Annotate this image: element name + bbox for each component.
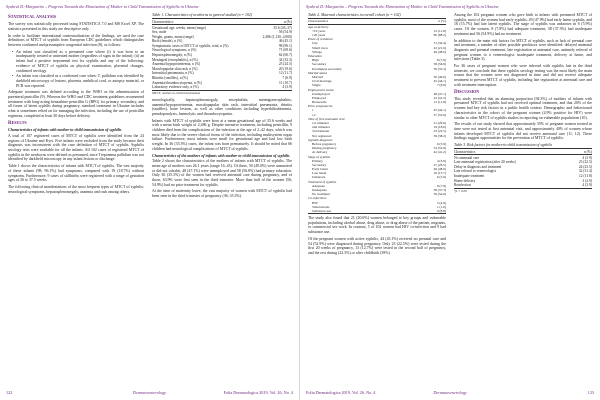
right-column-2 — [454, 13, 592, 388]
left-column-2 — [152, 13, 292, 388]
table-note: MTCT, mother-to-child transmission — [152, 91, 201, 96]
table-cell-label: Secondary — [312, 62, 327, 67]
table-cell-value: 45 (44.1) — [433, 79, 446, 84]
paragraph: In order to facilitate international contextualization of the findings, we used the case definitions of MTCT of syphilis from European CDC guidelines which distinguishes between confirmed and presumptive congenital infection (8), as follows: — [8, 33, 144, 48]
table-cell-value: 27 (26.5) — [433, 162, 446, 167]
table-cell-label: Primary — [312, 158, 323, 163]
left-column-1 — [8, 13, 144, 388]
paragraph: At the time of maternity leave, the vast majority of women with MTCT of syphilis had been seen in the third trimester of pregnancy (36; 35.3%). — [152, 189, 292, 199]
table-cell-label: Co-infections — [308, 196, 327, 201]
table-cell-label: Village — [312, 49, 322, 54]
table-cell-value: 3 (2.9) — [582, 178, 592, 183]
list-item: • An infant was classified as a confirmed case when: T. pallidum was identified by darkfield microscopy of lesions, placenta, umbilical cord, or autopsy material, or PCR was reported. — [12, 74, 144, 88]
table-cell-label: Housewife — [312, 100, 327, 105]
table-cell-label: ≥2 — [312, 112, 316, 117]
table-cell-value: 12 (11.8) — [578, 173, 592, 178]
table-cell-value: 16 (15.7) — [433, 171, 446, 176]
table-cell-label: Hepatosplenomegaly, n (%) — [152, 53, 192, 58]
table-cell-label: Unemployed — [312, 91, 330, 96]
table-cell-value: 12 (11.7) — [278, 71, 292, 76]
table-cell-value: 62 (60.7) — [278, 53, 292, 58]
table-cell-label: Birth (female), n (%) — [152, 39, 183, 44]
table-row — [308, 209, 446, 214]
table-cell-label: Late referral to venereologist — [454, 169, 496, 174]
table-cell-value: 23 (22.5) — [433, 129, 446, 134]
table-cell-value: 4 (3.9) — [568, 183, 592, 188]
table-cell-label: During pregnancy — [312, 146, 337, 151]
table-cell-label: Maculopapular skin rash, n (%) — [152, 66, 198, 71]
table-cell-label: Civil marriage — [312, 79, 332, 84]
page-number: 123 — [587, 390, 594, 395]
table-header: Characteristics — [454, 149, 568, 155]
table-cell-value: 11 (10.7) — [278, 80, 292, 85]
table-cell-label: Symptomatic cases of MTCT of syphilis, total, n (%) — [152, 43, 229, 48]
table-cell-label: Before pregnancy — [312, 141, 337, 146]
journal-citation: Folia Dermatologica 2019, Vol. 26, No. 4 — [306, 390, 376, 395]
table-cell-value: 46 (45.1) — [278, 39, 292, 44]
paragraph: Table 1 shows the characteristics of infants with MTCT of syphilis. The vast majority of these infants (98; 96.1%) had symptoms, compared with 19 (18.7%) without symptoms. Furthermore, 9 cases of stillbirths were registered with a range of gestation ages of 26 to 37.5 weeks. — [8, 164, 144, 183]
table-cell-label: Single — [312, 83, 321, 88]
paragraph: The results of our study showed that approximately 35% of pregnant women treated in time were not tested at first antenatal visit, and approximately 40% of women whose infants developed MTCT of syphilis did not receive antenatal care (11, 12). These findings suggest opportunities for the prevention of MTCT of syphilis. — [454, 122, 592, 141]
table-cell-value: 7 (6.9) — [282, 76, 292, 81]
table-cell-value: 22 (21.6) — [433, 45, 446, 50]
table-header: Characteristics — [308, 19, 411, 25]
table-cell-label: Education — [308, 54, 322, 58]
paragraph: Adequate treatment was defined according to the WHO as the administration of parenteral penicillin (9). Whereas the WHO and CDC treatment guidelines recommend treatment with long-acting benzathine penicillin G (BPG) for primary, secondary, and all forms of latent syphilis during pregnancy, standard treatment in Ukraine includes what is sometimes relied on for managing the infection, including the use of penicillin regimens, completed at least 30 days before delivery. — [8, 90, 144, 118]
case-definition-list — [12, 50, 144, 89]
table-cell-value: 2,486 (1,130–4,900) — [262, 34, 292, 39]
subheading: Characteristics of infants with mother-to-child transmission of syphilis — [8, 128, 122, 133]
table-cell-label: 2nd trimester — [312, 125, 330, 130]
table-cell-value: 42 (41.2) — [433, 95, 446, 100]
table-cell-value: 49 (48.0) — [433, 49, 446, 54]
table-cell-label: Prior pregnancies — [308, 104, 333, 109]
table-cell-value: 12 (11.8) — [433, 100, 446, 105]
table-cell-label: Weight, grams, mean (range) — [152, 34, 194, 39]
table-cell-label: Rhinitis (snuffles), n (%) — [152, 76, 188, 81]
table-cell-label: Married — [312, 74, 323, 79]
table-cell-value: 36 (35.3) — [433, 66, 446, 71]
table-cell-label: Neurological symptoms, n (%) — [152, 48, 197, 53]
table-cell-label: Employed — [312, 95, 326, 100]
table-cell-value: 1 (1.0) — [436, 204, 446, 209]
table-header: n (%) — [253, 19, 292, 25]
table-cell-label: Gestational age, weeks, mean (range) — [152, 25, 206, 30]
table-cell-value: 71 (69.6) — [278, 48, 292, 53]
table-cell-label: No antenatal care — [454, 155, 480, 160]
paragraph: Of the pregnant women with active syphilis, 44 (43.1%) received no prenatal care and 54 (52.9%) were diagnosed during pregnancy. Only 23 (22.5%) were tested during the first 20 weeks of pregnancy, 13 (12.7%) were tested in the second half of pregnancy, and the rest during (22.5%) or after childbirth (39%). — [308, 236, 446, 255]
table-2 — [308, 13, 446, 214]
journal-section: Dermatovenerology — [433, 390, 467, 395]
journal-section: Dermatovenerology — [132, 390, 167, 395]
table-header: Characteristics — [152, 19, 253, 25]
paragraph: A total of 107 registered cases of MTCT of syphilis were identified from the 24 regions of Ukraine and Kyiv. Five infants were excluded from the study because their diagnosis was inconsistent with the case definition of MTCT of syphilis. Syphilis serology tests were available for all the infants. All 102 cases of registered MTCT of syphilis in the newborns were defined as presumed, since Treponema pallidum was not identified by darkfield microscopy in any infant lesions or discharge. — [8, 133, 144, 162]
paragraph: Among the 102 pregnant women who gave birth to infants with presumed MTCT of syphilis, most of the women had early syphilis, 49 (47.9%) had early latent syphilis, and 16 (15.7%) had late latent syphilis. The stage of syphilis was unknown in 6 (5.9%) cases. Of the women, 8 (7.8%) had adequate treatment, 38 (37.3%) had inadequate treatment and 56 (54.9%) had no treatment. — [454, 13, 592, 36]
table-cell-value: 21 (20.6) — [433, 121, 446, 125]
statistical-analysis-heading: Statistical analysis — [8, 15, 56, 20]
table-cell-value: 5 (4.9) — [436, 200, 446, 205]
paragraph: Table 2 shows the characteristics of the mothers of infants with MTCT of syphilis. The mean age of mothers was 26.1 years (range 16–43). Of these, 50 (49.0%) were unmarried or did not cohabit, 48 (47.1%) were unemployed and 58 (56.8%) had primary education. Only 36 (35.3%) of the women had received antenatal care during pregnancy, and of those, 63.9% were first seen in the third trimester. More than half of the women (56; 54.9%) had no prior treatment for syphilis. — [152, 159, 292, 187]
running-head: Syahrul D.-Margaritio – Progress Towards the Elimination of Mother to Child Transmission of Syphilis in Ukraine — [6, 4, 199, 9]
table-cell-label: Anaemia/thrombocytopenia, n (%) — [152, 80, 202, 85]
paragraph: This study revealed that an alarming proportion (94.3%) of mothers of infants with presumed MTCT of syphilis had not received optimal treatment, and that 20% of the women had key risk factors in a public health context. Demographic and behavioural characteristics in the cohort of the pregnant women (4.9% positive for HIV) were similar to other MTCT of syphilis studies in reporting on vulnerable populations (10). — [454, 96, 592, 120]
table-cell-value: 57 (55.9) — [433, 112, 446, 117]
table-cell-label: Sex, male — [152, 30, 167, 35]
table-cell-value: 8 (7.8) — [436, 183, 446, 188]
table-cell-value: 24 (23.5) — [578, 164, 592, 169]
table-cell-label: Time of first antenatal visit — [308, 116, 345, 121]
running-head: Syahrul D.-Margaritio – Progress Towards the Elimination of Mother to Child Transmission of Syphilis in Ukraine — [306, 4, 499, 9]
table-cell-value: 23 (22.5) — [578, 160, 592, 165]
page-footer — [6, 390, 293, 396]
paragraph: neurologically, hepatosplenomegaly, encephalitis, meningoencephalitis, anaemia/hypoproteinemia, maculopapular skin rash, interstitial pneumonia, rhinitis (snuffles), bone lesions, as well as other conditions including hyperbilirubinemia, pseudoparalysis, haemolytic and thrombocytopenia. — [152, 97, 292, 116]
right-page — [300, 0, 600, 400]
paragraph: For 36 cases of pregnant women who were infected with syphilis late in the third trimester, we conclude that these syphilis serology testing was the most likely the main reason that the women were not diagnosed in time and did not receive adequate treatment to prevent MTCT of syphilis, including late registration at antenatal care and with treatment interruption. — [454, 64, 592, 87]
table-cell-value: 90 (88.2) — [433, 33, 446, 38]
table-cell-label: Age at delivery — [308, 24, 329, 29]
page-number: 122 — [6, 390, 13, 395]
table-cell-label: Early latent — [312, 167, 328, 172]
table-cell-label: Incomplete secondary — [312, 66, 342, 71]
paragraph: Infants with MTCT of syphilis were born at a mean gestational age of 35.6 weeks and with a mean birth weight of 2,486 g. Despite intensive treatment, including penicillin, 9 children died from the complications of the infection at the age of 2–42 days, which was most likely due to the severe clinical forms of the infection, including multisystem organ failure. Furthermore, most infants were small for gestational age and had low birth weight. In 36 (35.3%) cases, the infant was born prematurely. It should be noted that 66 children had neurological complications of MTCT of syphilis. — [152, 118, 292, 151]
table-cell-label: Syphilis diagnosis — [308, 137, 333, 142]
table-cell-label: 3rd trimester — [312, 129, 330, 134]
table-cell-value: 56 (54.9) — [278, 30, 292, 35]
table-cell-value: 34 (33.3) — [278, 57, 292, 62]
table-cell-value: 7 (6.9) — [436, 83, 446, 88]
table-cell-value: 6 (5.9) — [436, 175, 446, 180]
table-cell-label: Treatment of syphilis — [308, 179, 337, 184]
table-cell-label: Secondary — [312, 162, 327, 167]
table-cell-label: Interstitial pneumonia, n (%) — [152, 71, 194, 76]
table-cell-value: 48 (47.1) — [433, 91, 446, 96]
table-cell-label: Adequate — [312, 183, 325, 188]
table-cell-label: Stage of syphilis — [308, 154, 331, 159]
table-cell-value: 58 (56.9) — [433, 62, 446, 67]
paragraph: The study also found that 21 (20.6%) women belonged to key groups and vulnerable populations, including alcohol abuse, drug abuse, or drug abuse of the partner, migrants, or commercial sex work. In contrast, 5 of 102 women had HIV co-infection and 9 had substance use. — [308, 216, 446, 235]
right-column-1 — [308, 13, 446, 388]
table-caption: Table 2. Maternal characteristics in overall cohort (n = 102) — [308, 13, 401, 17]
table-cell-label: 1st trimester — [312, 121, 329, 125]
table-cell-label: City — [312, 41, 318, 46]
table-cell-label: Small town — [312, 45, 328, 50]
table-cell-label: Marital status — [308, 70, 328, 75]
table-cell-label: Late latent — [312, 171, 327, 176]
table-cell-value: 56 (54.9) — [433, 192, 446, 197]
table-cell-label: ≥20 years — [312, 33, 326, 38]
table-cell-label: Tuberculosis — [312, 204, 330, 209]
table-3 — [454, 143, 592, 194]
table-cell-value: 42 (41.2) — [433, 150, 446, 155]
table-cell-label: <19 years — [312, 28, 326, 33]
table-cell-value: 9 (8.8) — [411, 209, 446, 214]
table-cell-value: 39 (38.2) — [433, 133, 446, 138]
table-caption: Table 1. Characteristics of newborns in general studied (n = 102) — [152, 13, 252, 17]
table-cell-label: Reinfection — [454, 183, 568, 188]
subheading: Characteristics of the mothers of infants with mother-to-child transmission of syphilis — [152, 153, 290, 158]
page-footer — [306, 390, 594, 396]
table-cell-label: HIV — [312, 200, 319, 205]
table-header: n (%) — [411, 19, 446, 25]
table-cell-value: 6 (5.9) — [436, 141, 446, 146]
paragraph: In addition to the main risk factors for MTCT of syphilis, such as lack of prenatal care and treatment, a number of other possible predictors were identified: delayed antenatal diagnosis and prenatal treatment, late registration at antenatal care, untimely referral of pregnant women to a venereologist, inadequate treatment, delivery at home, and infections (Table 3). — [454, 38, 592, 62]
journal-citation: Folia Dermatologica 2019, Vol. 26, No. 4 — [223, 390, 293, 395]
table-caption: Table 3. Risk factors for mother-to-child transmission of syphilis — [454, 143, 552, 148]
table-cell-label: Substance use — [308, 209, 411, 214]
table-cell-label: Employment status — [308, 87, 334, 92]
table-cell-value: 45 (44.1) — [433, 108, 446, 113]
paragraph: The survey was statistically processed using STATISTICA 7.0 and MS Excel XP. The statistics presented in this study are descriptive only. — [8, 22, 144, 31]
table-cell-label: Late antenatal registration (after 20 weeks) — [454, 160, 516, 165]
table-cell-label: 1 — [312, 108, 314, 113]
table-cell-value: 98 (96.1) — [278, 43, 292, 48]
table-cell-label: Unknown — [312, 175, 326, 180]
table-cell-value: 4 (3.9) — [582, 155, 592, 160]
table-cell-label: Anaemia/hypoproteinemia, n (%) — [152, 62, 201, 67]
discussion-heading: Discussion — [454, 89, 480, 95]
table-note: *p < 0.05 — [454, 189, 467, 194]
table-cell-label: Laboratory evidence only, n (%) — [152, 85, 253, 90]
table-cell-label: Place of residence — [308, 37, 333, 42]
table-cell-label: Inadequate treatment — [454, 173, 485, 178]
table-cell-value: 4 (3.9) — [253, 85, 292, 90]
table-cell-label: High — [312, 58, 319, 63]
table-1 — [152, 13, 292, 96]
table-cell-label: No treatment — [312, 192, 330, 197]
table-cell-label: At delivery — [312, 150, 328, 155]
table-cell-value: 19 (18.6) — [433, 125, 446, 130]
table-cell-label: Meningeal (encephalitis), n (%) — [152, 57, 198, 62]
table-cell-value: 8 (7.9) — [436, 58, 446, 63]
list-item: • An infant was classified as a presumed case where (i) it was born to an inadequately treated or untreated mother (regardless of signs in the infant); (ii) an infant had a positive treponemal test for syphilis and any of the following: evidence of MTCT of syphilis on physical examination, placental changes, confirmed serology. — [12, 50, 144, 74]
table-cell-value: 4 (3.9) — [436, 158, 446, 163]
table-cell-value: 54 (52.9) — [433, 146, 446, 151]
table-cell-value: 25 (24.5) — [278, 62, 292, 67]
table-cell-value: 12 (11.8) — [433, 28, 446, 33]
table-cell-label: Not registered — [312, 133, 332, 138]
paragraph: The following clinical manifestations of the most frequent types of MTCT of syphilis: neurological symptoms, hepatosplenomegaly, anaemia and rash among others. — [8, 185, 144, 194]
table-header: n (%) — [568, 149, 592, 155]
table-cell-value: 32 (31.4) — [578, 169, 592, 174]
table-cell-value: 50 (49.0) — [433, 74, 446, 79]
table-cell-label: Inadequate — [312, 188, 327, 192]
table-cell-value: 49 (48.0) — [433, 167, 446, 172]
table-cell-label: Delay in diagnosis and treatment — [454, 164, 502, 169]
table-cell-label: Home delivery — [454, 178, 476, 183]
table-cell-value: 38 (37.3) — [433, 188, 446, 192]
table-cell-value: 35.6 (26–37) — [273, 25, 292, 30]
table-cell-value: 31 (30.4) — [433, 41, 446, 46]
results-heading: Results — [8, 120, 27, 126]
table-cell-value: 20 (19.6) — [278, 66, 292, 71]
